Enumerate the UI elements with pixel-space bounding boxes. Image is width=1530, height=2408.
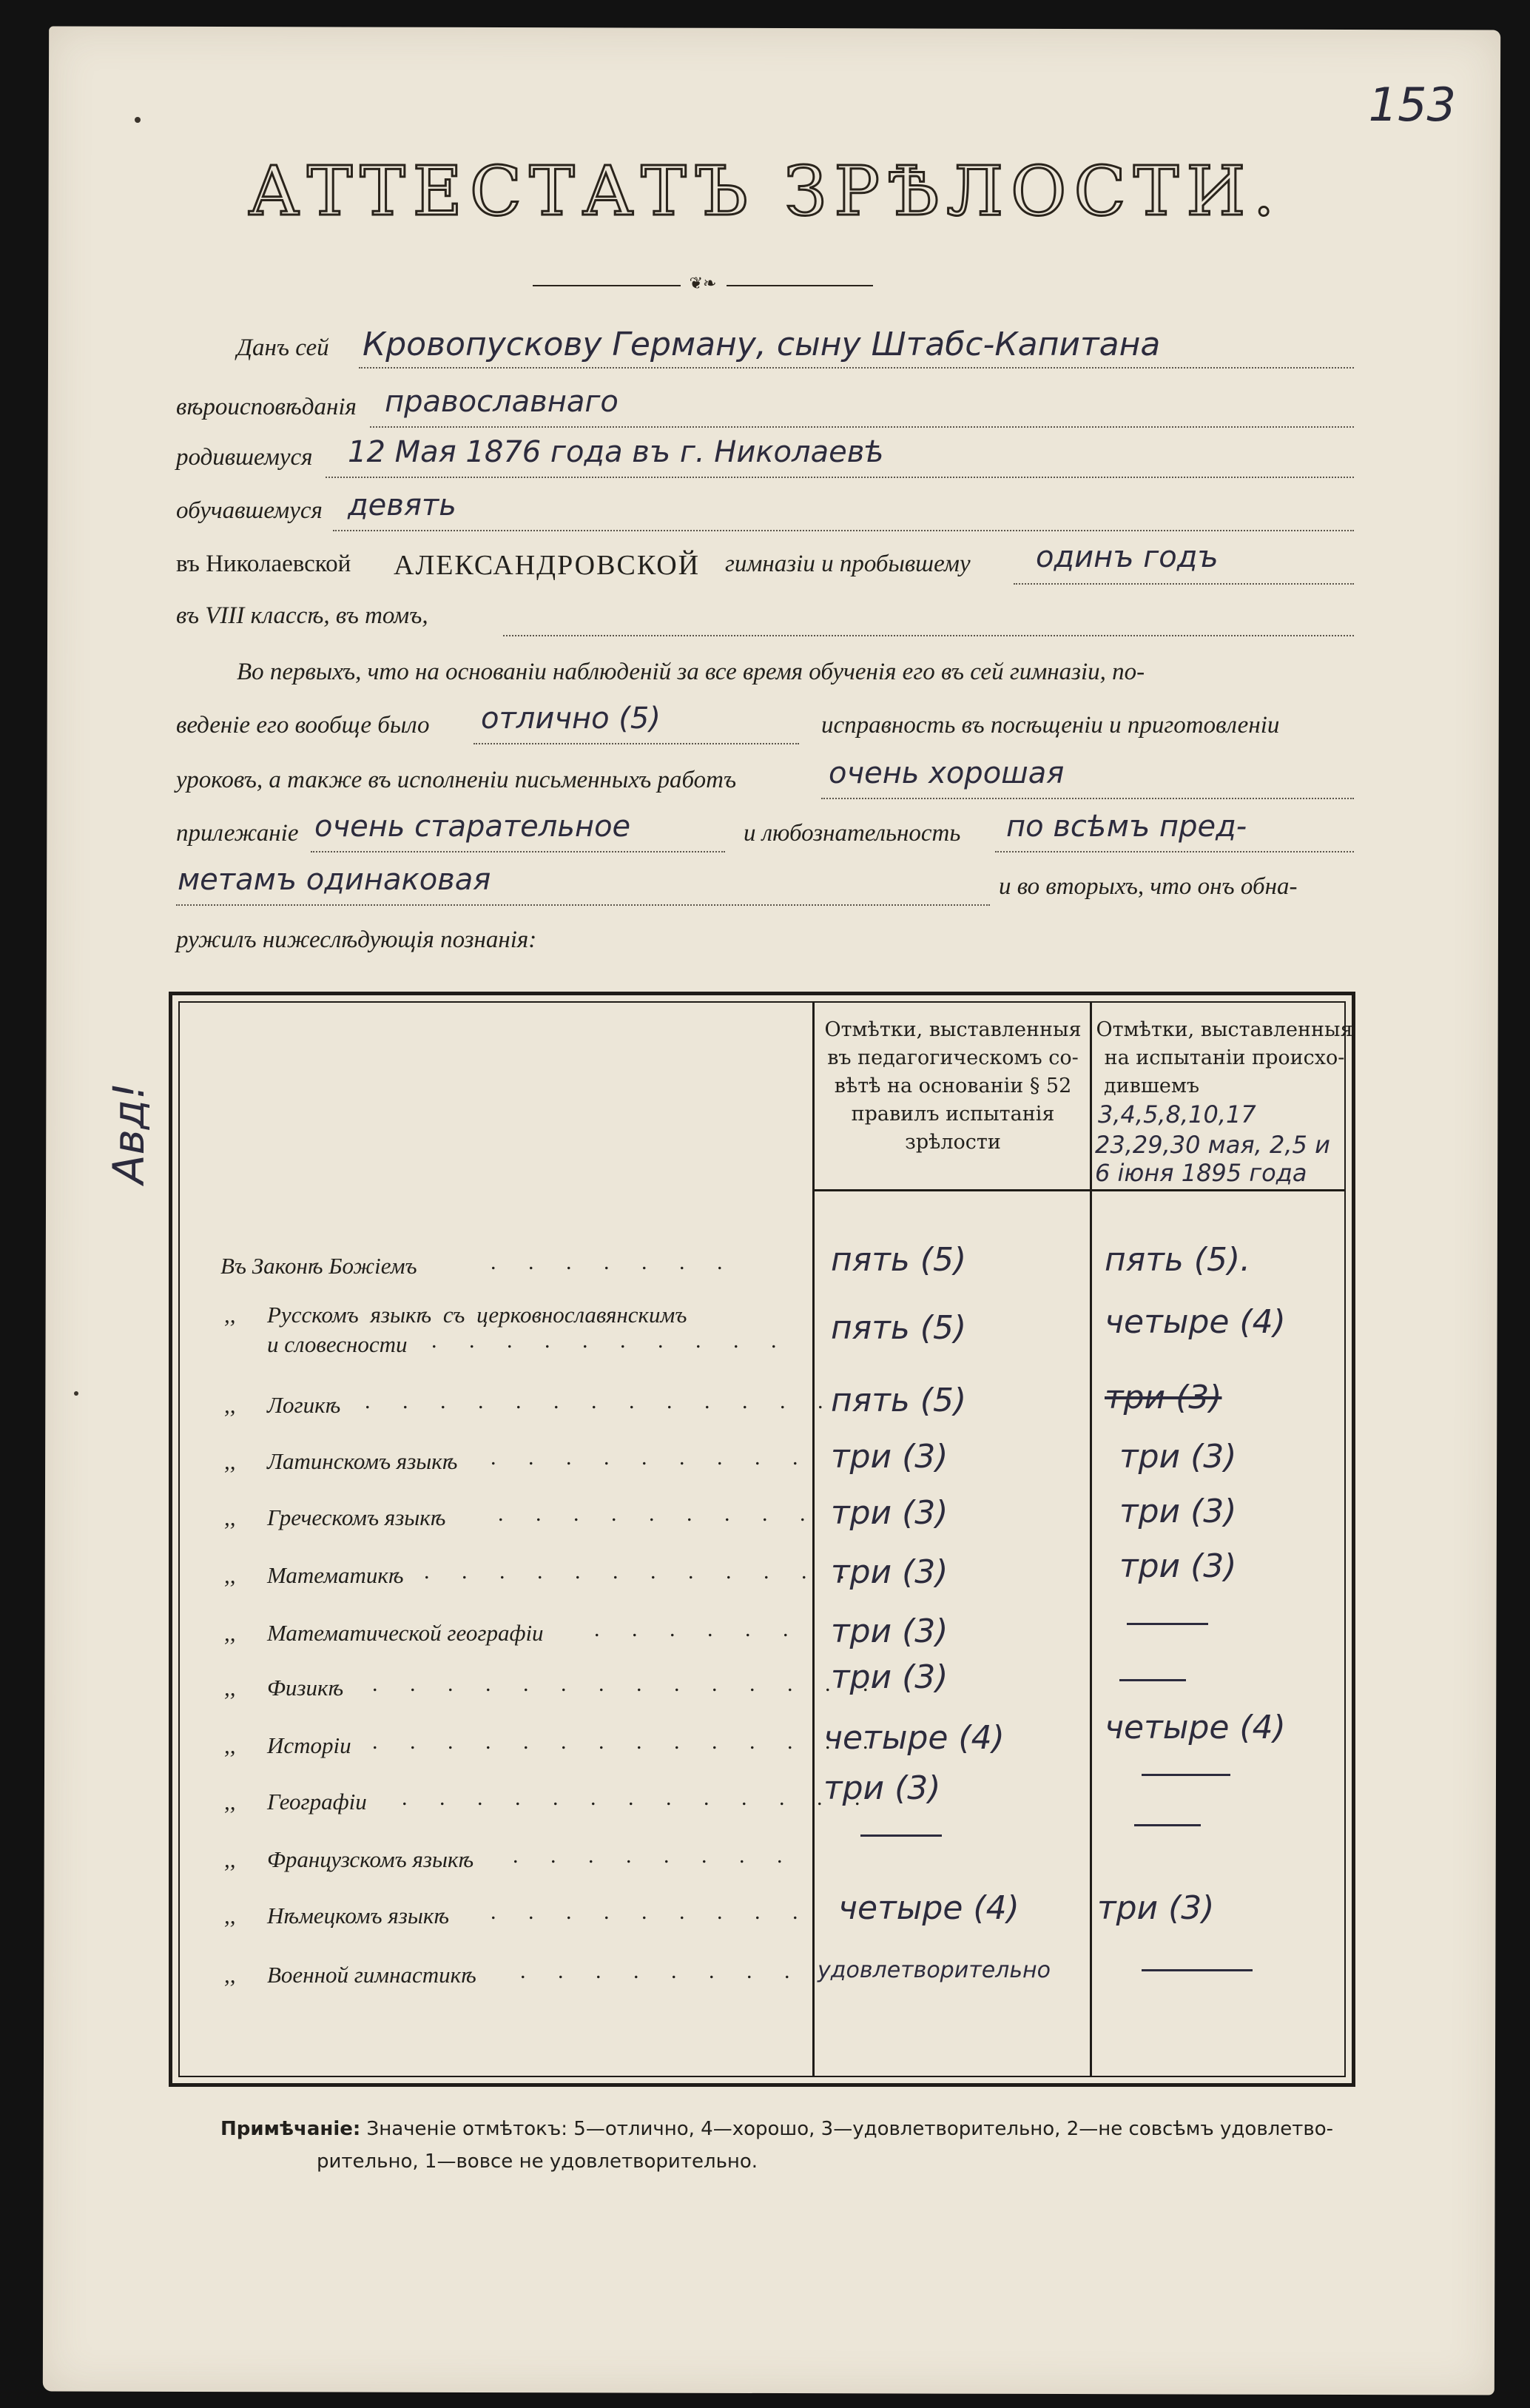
table-row [180, 1891, 1344, 1935]
subject-name: Исторіи [267, 1732, 351, 1758]
subject-name: Математической географіи [267, 1620, 544, 1646]
fill-line [326, 477, 1354, 478]
row-prefix: ,, [224, 1562, 236, 1588]
subject-name: Греческомъ языкѣ [267, 1504, 446, 1530]
curiosity-handwritten-cont: метамъ одинаковая [178, 863, 491, 897]
council-mark: пять (5) [831, 1309, 967, 1347]
subject-name: Военной гимнастикѣ [267, 1962, 476, 1988]
margin-handwritten-note: Авд! [104, 1082, 154, 1184]
table-row [180, 1493, 1344, 1537]
table-row [180, 1769, 1344, 1821]
curiosity-handwritten: по всѣмъ пред- [1006, 810, 1247, 844]
exam-mark-dash [1142, 1969, 1253, 1971]
curiosity-label: и любознательность [744, 820, 961, 847]
council-mark: три (3) [823, 1769, 941, 1807]
row-prefix: ,, [224, 1675, 236, 1701]
header-line: Отмѣтки, выставленныя [1096, 1018, 1353, 1041]
document-title: АТТЕСТАТЪ ЗРѢЛОСТИ. [248, 152, 1282, 231]
table-row [180, 1436, 1344, 1481]
table-row [180, 1709, 1344, 1765]
years-handwritten: девять [348, 488, 456, 522]
exam-dates-handwritten: 23,29,30 мая, 2,5 и [1095, 1131, 1330, 1159]
exam-mark: три (3) [1097, 1889, 1215, 1927]
behavior-label: веденіе его вообще было [176, 712, 430, 739]
header-line: на испытаніи происхо- [1104, 1046, 1345, 1069]
row-prefix: ,, [224, 1620, 236, 1646]
row-prefix: ,, [224, 1302, 236, 1328]
page-number: 153 [1368, 78, 1456, 132]
subject-name: Математикѣ [267, 1562, 404, 1588]
religion-handwritten: православнаго [385, 385, 619, 419]
row-prefix: ,, [224, 1392, 236, 1418]
exam-mark-dash [1127, 1623, 1208, 1625]
given-to-label: Данъ сей [237, 334, 329, 361]
table-row [180, 1293, 1344, 1367]
council-mark: четыре (4) [823, 1719, 1005, 1757]
fill-line [503, 635, 1354, 636]
exam-mark: три (3) [1119, 1438, 1237, 1476]
dot-leader: . . . . . . . . . . . . . . [365, 1389, 874, 1413]
knowledge-label: ружилъ нижеслѣдующія познанія: [176, 926, 537, 953]
student-name-handwritten: Кровопускову Герману, сыну Штабс-Капитана [363, 326, 1161, 363]
row-prefix: ,, [224, 1962, 236, 1988]
row-prefix: ,, [224, 1732, 236, 1758]
studied-label: обучавшемуся [176, 497, 323, 524]
header-line: зрѣлости [905, 1131, 1001, 1154]
subject-name: Географіи [267, 1789, 367, 1815]
punch-hole-mark [74, 1391, 78, 1396]
council-marks-header [818, 1016, 1088, 1157]
gymnasium-label-c: гимназіи и пробывшему [725, 551, 971, 577]
exam-marks-header [1095, 1016, 1354, 1187]
exam-mark: три (3) [1105, 1379, 1222, 1416]
fill-line [311, 851, 725, 852]
council-mark: три (3) [831, 1612, 948, 1650]
row-prefix: ,, [224, 1504, 236, 1530]
subject-name: Нѣмецкомъ языкѣ [267, 1903, 450, 1928]
header-line: правилъ испытанія [851, 1103, 1055, 1126]
dot-leader: . . . . . . . . . . . . . . [372, 1729, 882, 1754]
row-prefix: ,, [224, 1789, 236, 1815]
table-row [180, 1834, 1344, 1879]
grading-note [220, 2113, 1367, 2178]
table-row [180, 1240, 1344, 1284]
title-ornament: ❦❧ [533, 280, 873, 292]
attendance-label: исправность въ посѣщеніи и приготовленіи [821, 712, 1280, 739]
subject-name: Французскомъ языкѣ [267, 1846, 474, 1872]
exam-mark: три (3) [1119, 1547, 1237, 1585]
fill-line [333, 530, 1354, 531]
fill-line [821, 798, 1354, 799]
table-row [180, 1658, 1344, 1707]
dot-leader: . . . . . . . . . . . . . [402, 1786, 874, 1810]
table-row [180, 1380, 1344, 1425]
table-row [180, 1608, 1344, 1652]
dot-leader: . . . . . . . . . [498, 1501, 819, 1526]
grading-note-line-1 [220, 2113, 1367, 2145]
council-mark: три (3) [831, 1658, 948, 1696]
exam-mark: четыре (4) [1105, 1709, 1286, 1746]
header-line: въ педагогическомъ со- [827, 1046, 1079, 1069]
paragraph-line-1: Во первыхъ, что на основаніи наблюденій за все время обученія его въ сей гимназіи, по- [237, 659, 1145, 685]
row-prefix: ,, [224, 1846, 236, 1872]
dot-leader: . . . . . . . . . . . . . . [372, 1672, 882, 1696]
diligence-handwritten: очень старательное [314, 810, 631, 844]
dot-leader: . . . . . . . [491, 1250, 736, 1274]
punch-hole-mark [135, 117, 141, 123]
exam-dates-handwritten: 3,4,5,8,10,17 [1098, 1100, 1256, 1129]
subject-name: Въ Законѣ Божіемъ [220, 1253, 417, 1279]
fill-line [1014, 583, 1354, 585]
exam-dates-handwritten: 6 іюня 1895 года [1095, 1159, 1307, 1187]
fill-line [995, 851, 1354, 852]
subject-name: Латинскомъ языкѣ [267, 1448, 458, 1474]
row-prefix: ,, [224, 1903, 236, 1928]
council-mark: удовлетворительно [818, 1957, 1051, 1983]
fill-line [359, 367, 1354, 369]
dot-leader: . . . . . . . . [513, 1843, 796, 1868]
table-row [180, 1950, 1344, 1994]
table-row [180, 1547, 1344, 1595]
stayed-handwritten: одинъ годъ [1036, 540, 1219, 574]
header-divider [812, 1189, 1344, 1191]
fill-line [474, 743, 799, 744]
note-label: Примѣчаніе: [220, 2118, 361, 2140]
council-mark: пять (5) [831, 1382, 967, 1419]
header-line: Отмѣтки, выставленныя [824, 1018, 1082, 1041]
fill-line [176, 904, 990, 906]
birth-handwritten: 12 Мая 1876 года въ г. Николаевѣ [348, 435, 885, 469]
gymnasium-label-b: АЛЕКСАНДРОВСКОЙ [394, 550, 701, 581]
dot-leader: . . . . . . . . . . [431, 1328, 790, 1353]
subject-name-cont: и словесности [267, 1331, 408, 1357]
subject-name: Логикѣ [267, 1392, 341, 1418]
dot-leader: . . . . . . . . . [491, 1445, 812, 1470]
note-text: Значеніе отмѣтокъ: 5—отлично, 4—хорошо, 3—удовлетворительно, 2—не совсѣмъ удовлетво- [366, 2118, 1334, 2140]
class-label: въ VIII классѣ, въ томъ, [176, 602, 428, 629]
exam-mark-dash [1119, 1679, 1186, 1681]
diligence-label: прилежаніе [176, 820, 299, 847]
header-line-text: дившемъ [1104, 1074, 1200, 1097]
dot-leader: . . . . . . . . . . . . [424, 1559, 858, 1584]
secondly-label: и во вторыхъ, что онъ обна- [999, 873, 1298, 900]
council-mark: три (3) [831, 1553, 948, 1591]
grades-table [169, 992, 1355, 2087]
council-mark: четыре (4) [838, 1889, 1020, 1927]
dot-leader: . . . . . . [594, 1617, 802, 1641]
council-mark: три (3) [831, 1438, 948, 1476]
religion-label: вѣроисповѣданія [176, 394, 357, 420]
header-line: вѣтѣ на основаніи § 52 [834, 1074, 1072, 1097]
exam-mark: четыре (4) [1105, 1303, 1286, 1341]
fill-line [370, 426, 1354, 428]
council-mark: пять (5) [831, 1241, 967, 1279]
note-text-cont: рительно, 1—вовсе не удовлетворительно. [317, 2150, 758, 2173]
grades-table-inner [178, 1001, 1353, 2077]
dot-leader: . . . . . . . . . [491, 1900, 812, 1924]
row-prefix: ,, [224, 1448, 236, 1474]
exam-mark: пять (5). [1105, 1241, 1251, 1279]
dot-leader: . . . . . . . . [520, 1959, 803, 1983]
exam-mark-dash [1142, 1774, 1230, 1776]
gymnasium-label-a: въ Николаевской [176, 551, 351, 577]
written-work-handwritten: очень хорошая [829, 756, 1065, 790]
subject-name: Физикѣ [267, 1675, 344, 1701]
exam-mark: три (3) [1119, 1493, 1237, 1530]
council-mark: три (3) [831, 1494, 948, 1532]
born-label: родившемуся [176, 444, 313, 471]
exam-mark-dash [1134, 1824, 1201, 1826]
subject-name: Русскомъ языкѣ съ церковнославянскимъ [267, 1302, 687, 1328]
council-mark-dash [860, 1834, 942, 1837]
header-line [1095, 1072, 1354, 1131]
behavior-handwritten: отлично (5) [481, 702, 661, 736]
written-work-label: уроковъ, а также въ исполненіи письменныхъ работъ [176, 767, 737, 793]
